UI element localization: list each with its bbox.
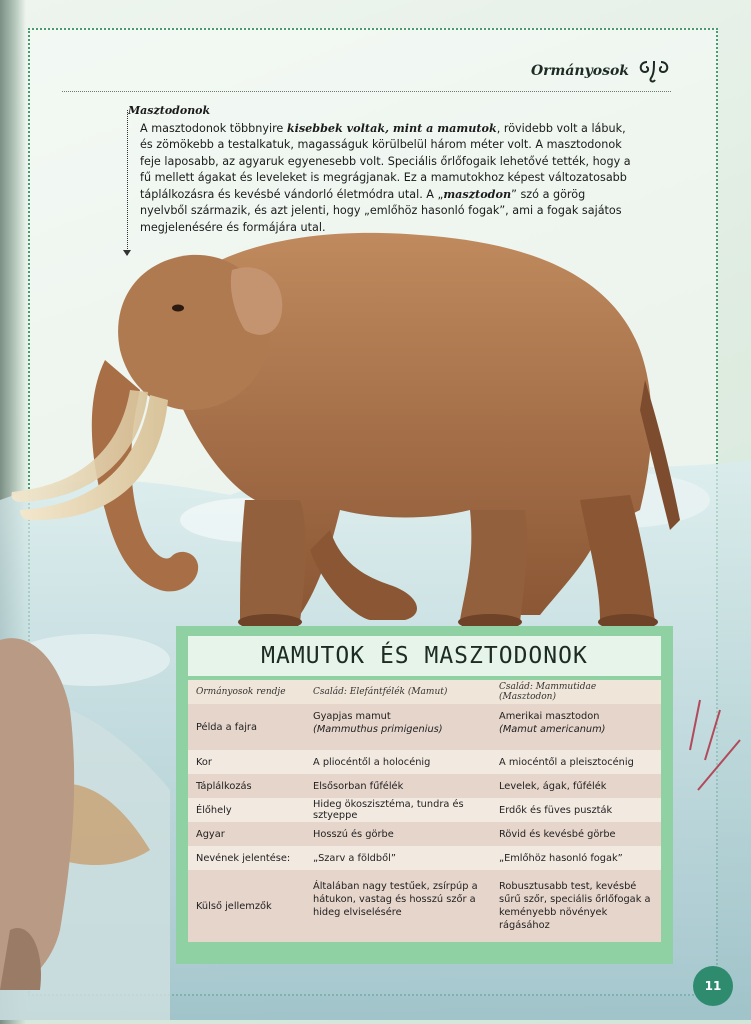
header-cell: Család: Elefántfélék (Mamut) xyxy=(313,687,448,697)
table-row xyxy=(188,846,661,870)
mamut-cell: Hosszú és görbe xyxy=(313,828,394,840)
table-row xyxy=(188,822,661,846)
mamut-cell: „Szarv a földből” xyxy=(313,852,396,864)
mamut-cell: Hideg ökoszisztéma, tundra és sztyeppe xyxy=(313,799,464,821)
scientific-name: (Mamut americanum) xyxy=(499,724,606,735)
row-label: Agyar xyxy=(196,828,225,840)
section-header xyxy=(531,58,671,84)
intro-text-part: , rövidebb volt a lábuk, és zömökebb a testalkatuk, magasságuk körülbelül három méter volt. A masztodonok feje laposabb, az agyaruk egyenesebb volt. Speciális őrlőfogaik lehetővé tették, hogy a fű mellett ágakat és leveleket is megrágjanak. Ez a mamutokhoz képest változatosabb táplálkozásra és kevésbé vándorló életmódra utal. A „ xyxy=(140,122,631,202)
mamut-cell xyxy=(305,704,491,750)
masztodon-cell: Erdők és füves puszták xyxy=(499,804,613,816)
table-header-row xyxy=(188,680,661,704)
row-label: Példa a fajra xyxy=(196,721,257,733)
scientific-name: (Mammuthus primigenius) xyxy=(313,724,443,735)
masztodon-cell: A miocéntől a pleisztocénig xyxy=(499,756,634,768)
row-label: Élőhely xyxy=(196,804,232,816)
cell-text: Amerikai masztodon xyxy=(499,711,600,722)
masztodon-cell: „Emlőhöz hasonló fogak” xyxy=(499,852,623,864)
masztodon-cell: Rövid és kevésbé görbe xyxy=(499,828,616,840)
header-cell: Család: Mammutidae (Masztodon) xyxy=(499,682,597,702)
table-row xyxy=(188,750,661,774)
intro-heading: Masztodonok xyxy=(128,104,211,117)
section-title: Ormányosok xyxy=(530,63,629,79)
masztodon-cell xyxy=(491,704,661,750)
table-row xyxy=(188,870,661,942)
intro-emphasis: masztodon xyxy=(443,187,512,202)
row-label: Külső jellemzők xyxy=(196,900,272,912)
header-cell: Ormányosok rendje xyxy=(196,687,286,697)
header-divider xyxy=(62,91,671,92)
table-title: MAMUTOK ÉS MASZTODONOK xyxy=(261,643,588,669)
page-number: 11 xyxy=(693,966,733,1006)
cell-text: Gyapjas mamut xyxy=(313,711,391,722)
comparison-table-panel xyxy=(176,626,673,964)
intro-text-part: A masztodonok többnyire xyxy=(140,122,287,135)
masztodon-cell: Robusztusabb test, kevésbé sűrű szőr, speciális őrlőfogak a keményebb növények rágásához xyxy=(499,881,651,931)
masztodon-cell: Levelek, ágak, fűfélék xyxy=(499,780,607,792)
mamut-cell: A pliocéntől a holocénig xyxy=(313,756,431,768)
table-row xyxy=(188,774,661,798)
row-label: Nevének jelentése: xyxy=(196,852,291,864)
row-label: Táplálkozás xyxy=(196,780,252,792)
mamut-cell: Elsősorban fűfélék xyxy=(313,780,404,792)
intro-emphasis: kisebbek voltak, mint a mamutok xyxy=(286,121,497,135)
table-title-box xyxy=(188,636,661,676)
comparison-table xyxy=(188,680,661,942)
table-row xyxy=(188,704,661,750)
table-row xyxy=(188,798,661,822)
row-label: Kor xyxy=(196,756,212,768)
intro-text-part: ” szó a görög nyelvből származik, és azt jelenti, hogy „emlőhöz hasonló fogak”, ami a fogak sajátos megjelenésére és formájára utal. xyxy=(140,188,622,234)
intro-paragraph xyxy=(140,120,635,236)
trunk-ornament-icon xyxy=(637,58,671,84)
intro-text-block xyxy=(128,104,635,236)
mamut-cell: Általában nagy testűek, zsírpúp a hátukon, vastag és hosszú szőr a hideg elviselésére xyxy=(313,881,478,918)
